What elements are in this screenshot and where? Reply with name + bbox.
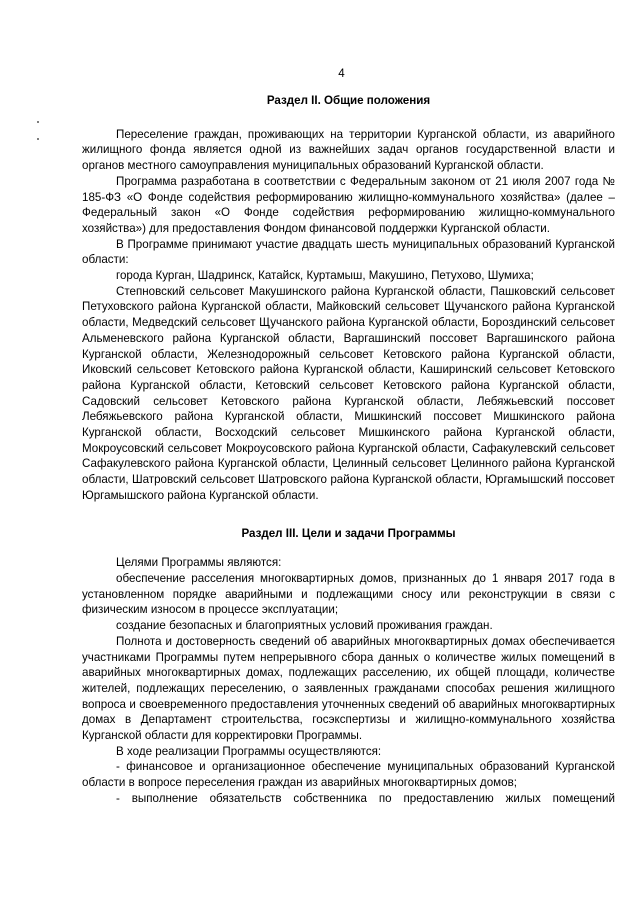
page-number: 4 [338, 67, 345, 80]
paragraph: Целями Программы являются: [116, 556, 282, 570]
paragraph: Полнота и достоверность сведений об аварийных многоквартирных домах обеспечивается участниками Программы путем непрерывного сбора данных о количестве жилых помещений в аварийных многоквартирных домах, подлежащих расселению, их общей площади, количестве жителей, подлежащих переселению, о заявленных гражданами способах решения жилищного вопроса и своевременного предоставления уточненных сведений об аварийных многоквартирных домах в Департамент строительства, госэкспертизы и жилищно-коммунального хозяйства Курганской области для корректировки Программы. [82, 634, 615, 743]
paragraph: В ходе реализации Программы осуществляются: [116, 744, 382, 758]
section-3-text [82, 555, 615, 806]
document-body [82, 93, 615, 807]
margin-mark [37, 121, 39, 123]
margin-mark [37, 138, 39, 140]
paragraph: города Курган, Шадринск, Катайск, Куртамыш, Макушино, Петухово, Шумиха; [116, 269, 534, 283]
paragraph: Программа разработана в соответствии с Федеральным законом от 21 июля 2007 года № 185-ФЗ «О Фонде содействия реформированию жилищно-коммунального хозяйства» (далее – Федеральный закон «О Фонде содействия реформированию жилищно-коммунального хозяйства») для предоставления Фондом финансовой поддержки Курганской области. [82, 174, 615, 235]
section-2-heading: Раздел II. Общие положения [266, 94, 431, 107]
paragraph: Степновский сельсовет Макушинского района Курганской области, Пашковский сельсовет Петуховского района Курганской области, Майковский сельсовет Щучанского района Курганской области, Медведский сельсовет Щучанского района Курганской области, Бороздинский сельсовет Альменевского района Курганской области, Варгашинский поссовет Варгашинского района Курганской области, Железнодорожный сельсовет Кетовского района Курганской области, Иковский сельсовет Кетовского района Курганской области, Каширинский сельсовет Кетовского района Курганской области, Кетовский сельсовет Кетовского района Курганской области, Садовский сельсовет Кетовского района Курганской области, Лебяжьевский поссовет Лебяжьевского района Курганской области, Мишкинский поссовет Мишкинского района Курганской области, Восходский сельсовет Мишкинского района Курганской области, Мокроусовский сельсовет Мокроусовского района Курганской области, Сафакулевский сельсовет Сафакулевского района Курганской области, Целинный сельсовет Целинного района Курганской области, Шатровский сельсовет Шатровского района Курганской области, Юргамышский поссовет Юргамышского района Курганской области. [82, 284, 615, 502]
paragraph: Переселение граждан, проживающих на территории Курганской области, из аварийного жилищного фонда является одной из важнейших задач органов государственной власти и органов местного самоуправления муниципальных образований Курганской области. [82, 127, 615, 173]
paragraph: - финансовое и организационное обеспечение муниципальных образований Курганской области в вопросе переселения граждан из аварийных многоквартирных домов; [82, 760, 615, 790]
paragraph: - выполнение обязательств собственника по предоставлению жилых помещений [116, 791, 615, 805]
section-3-heading: Раздел III. Цели и задачи Программы [241, 526, 456, 540]
paragraph: В Программе принимают участие двадцать шесть муниципальных образований Курганской области: [82, 237, 615, 267]
paragraph: создание безопасных и благоприятных условий проживания граждан. [116, 619, 493, 633]
section-2-text [82, 127, 615, 504]
paragraph: обеспечение расселения многоквартирных домов, признанных до 1 января 2017 года в установленном порядке аварийными и подлежащими сносу или реконструкции в связи с физическим износом в процессе эксплуатации; [82, 571, 615, 617]
